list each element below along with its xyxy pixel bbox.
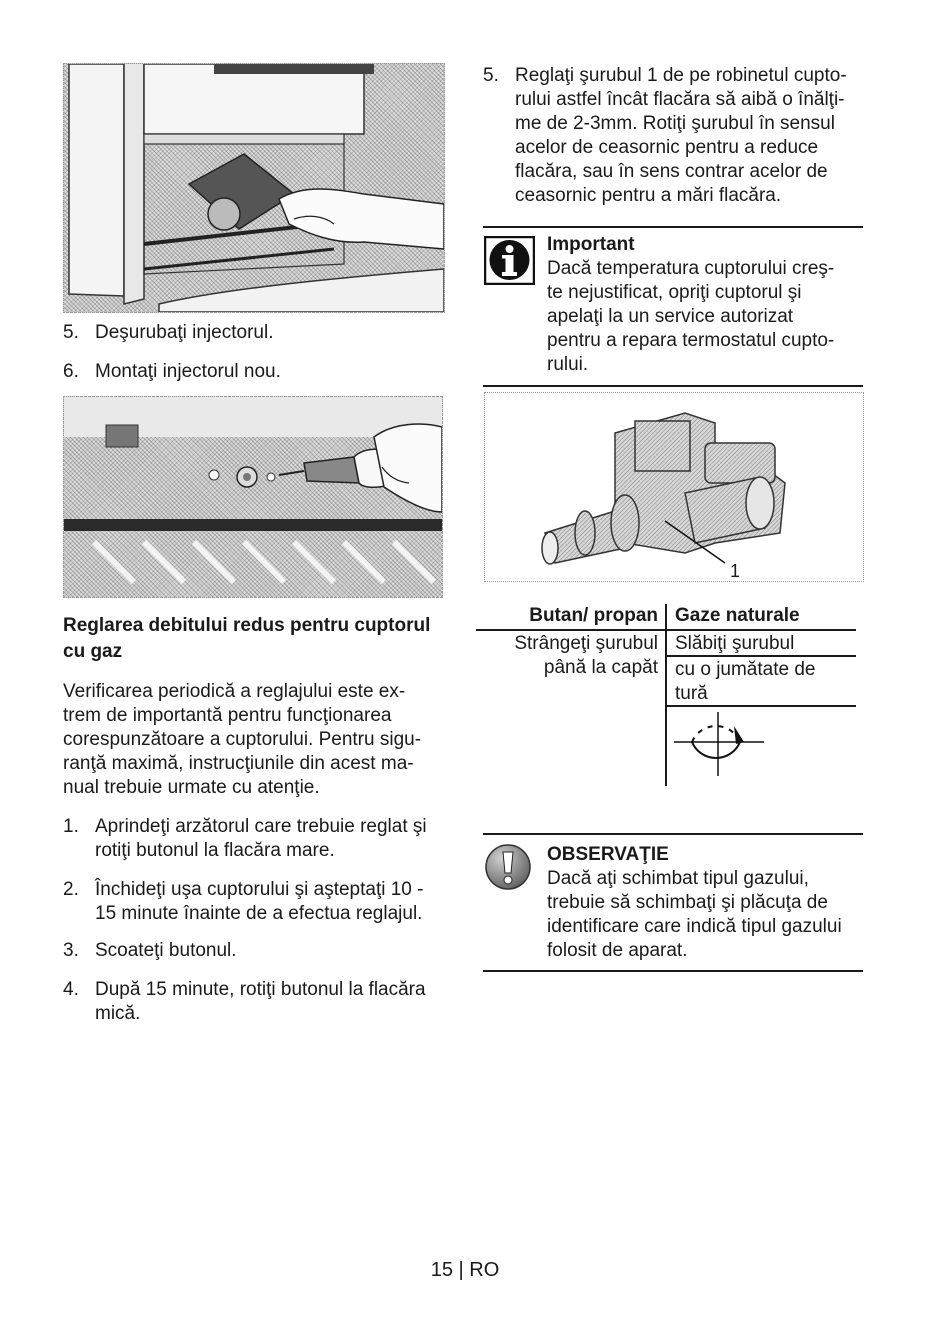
intro-paragraph	[63, 680, 463, 800]
illustration-injector-install	[63, 396, 443, 598]
important-text: pentru a repara termostatul cupto-	[547, 330, 835, 351]
left-step-4	[63, 978, 458, 1026]
important-box	[547, 233, 867, 377]
illustration-injector-removal	[63, 63, 445, 313]
step-text: După 15 minute, rotiţi butonul la flacăra	[95, 979, 426, 1000]
note-text: Dacă aţi schimbat tipul gazului,	[547, 868, 809, 889]
note-top-rule	[483, 833, 863, 835]
table-text: tură	[675, 683, 708, 704]
important-text: Dacă temperatura cuptorului creş-	[547, 258, 835, 279]
step-number: 4.	[63, 979, 79, 1000]
table-header-natural-gas: Gaze naturale	[675, 605, 800, 626]
step-text: Aprindeţi arzătorul care trebuie reglat şi	[95, 816, 427, 837]
left-step-3	[63, 939, 458, 963]
table-cell-butane-instruction	[476, 632, 658, 680]
table-text: Strângeţi şurubul	[514, 633, 658, 654]
note-title: OBSERVAŢIE	[547, 844, 669, 865]
table-column-divider	[665, 604, 667, 786]
page-number: 15 | RO	[430, 1259, 500, 1281]
step-text: acelor de ceasornic pentru a reduce	[515, 137, 819, 158]
para-line: nual trebuie urmate cu atenţie.	[63, 777, 320, 798]
left-step-1	[63, 815, 458, 863]
important-top-rule	[483, 226, 863, 228]
illustration-gas-valve	[484, 392, 864, 582]
step-number: 5.	[63, 322, 79, 343]
step-number: 2.	[63, 879, 79, 900]
step-text: Închideţi uşa cuptorului şi aşteptaţi 10 -	[95, 879, 424, 900]
step-text: rului astfel încât flacăra să aibă o înălţi-	[515, 89, 845, 110]
step-text: Scoateţi butonul.	[95, 940, 237, 961]
valve-callout-label: 1	[730, 561, 741, 581]
para-line: ranţă maximă, instrucţiunile din acest ma-	[63, 753, 414, 774]
rotate-half-turn-icon	[674, 712, 764, 782]
left-step-6	[63, 360, 443, 384]
step-text: me de 2-3mm. Rotiţi şurubul în sensul	[515, 113, 835, 134]
step-text: Montaţi injectorul nou.	[95, 361, 281, 382]
step-text: ceasornic pentru a mări flacăra.	[515, 185, 782, 206]
para-line: corespunzătoare a cuptorului. Pentru sigu-	[63, 729, 422, 750]
table-row-rule	[666, 655, 856, 657]
table-row-rule	[666, 705, 856, 707]
step-number: 6.	[63, 361, 79, 382]
step-text: 15 minute înainte de a efectua reglajul.	[95, 903, 423, 924]
note-text: identificare care indică tipul gazului	[547, 916, 842, 937]
step-number: 5.	[483, 65, 499, 86]
right-step-5	[483, 64, 873, 210]
step-text: flacăra, sau în sens contrar acelor de	[515, 161, 828, 182]
para-line: trem de importantă pentru funcţionarea	[63, 705, 392, 726]
important-text: apelaţi la un service autorizat	[547, 306, 794, 327]
table-cell-natural-row1: Slăbiţi şurubul	[675, 633, 795, 654]
note-text: trebuie să schimbaţi şi plăcuţa de	[547, 892, 828, 913]
note-box	[547, 843, 867, 963]
step-number: 3.	[63, 940, 79, 961]
step-text: mică.	[95, 1003, 141, 1024]
important-text: te nejustificat, opriţi cuptorul şi	[547, 282, 802, 303]
para-line: Verificarea periodică a reglajului este ex-	[63, 681, 406, 702]
section-heading-line1: Reglarea debitului redus pentru cuptorul	[63, 615, 431, 636]
table-cell-natural-row2	[675, 658, 855, 706]
table-text: cu o jumătate de	[675, 659, 816, 680]
step-text: Deşurubaţi injectorul.	[95, 322, 274, 343]
step-text: rotiţi butonul la flacăra mare.	[95, 840, 335, 861]
step-text: Reglaţi şurubul 1 de pe robinetul cupto-	[515, 65, 847, 86]
left-step-5	[63, 321, 443, 345]
note-bottom-rule	[483, 970, 863, 972]
note-text: folosit de aparat.	[547, 940, 688, 961]
info-icon	[484, 236, 535, 285]
step-number: 1.	[63, 816, 79, 837]
table-text: până la capăt	[543, 657, 658, 678]
important-bottom-rule	[483, 385, 863, 387]
table-header-butane: Butan/ propan	[529, 605, 658, 626]
left-step-2	[63, 878, 458, 926]
section-heading-line2: cu gaz	[63, 641, 123, 662]
warning-icon	[484, 843, 532, 891]
important-text: rului.	[547, 354, 589, 375]
important-title: Important	[547, 234, 635, 255]
